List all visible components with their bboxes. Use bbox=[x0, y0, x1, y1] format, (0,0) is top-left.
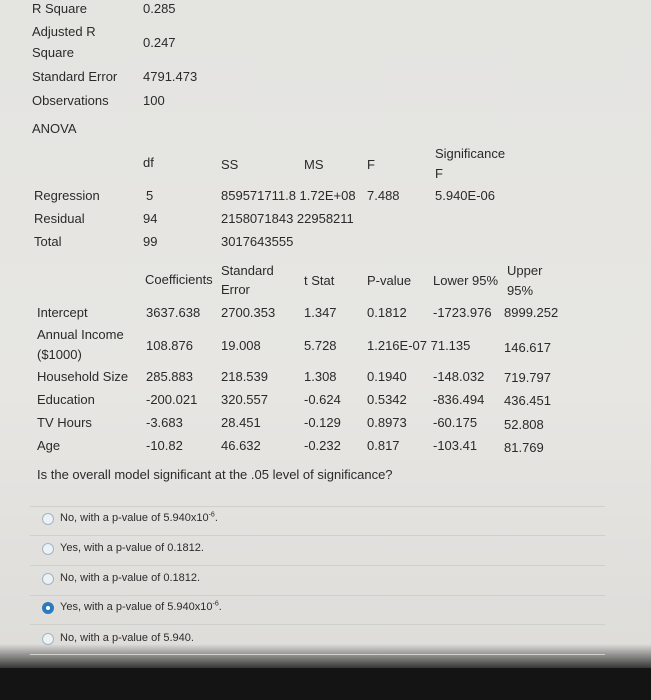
adj-r-value: 0.247 bbox=[143, 35, 176, 50]
coef-row-lower: -60.175 bbox=[433, 415, 478, 430]
anova-header-f: F bbox=[367, 157, 375, 172]
anova-header-ms: MS bbox=[304, 157, 324, 172]
coef-row-label: Household Size bbox=[37, 369, 129, 384]
coef-row-se: 46.632 bbox=[221, 438, 261, 453]
divider bbox=[30, 654, 605, 655]
coef-row-p: 0.8973 bbox=[367, 415, 407, 430]
coef-row-p: 0.1940 bbox=[367, 369, 407, 384]
anova-regression-f: 7.488 bbox=[367, 188, 400, 203]
anova-regression-ss-ms: 859571711.8 1.72E+08 bbox=[221, 188, 356, 203]
coef-header-error: Error bbox=[221, 282, 250, 297]
anova-regression-label: Regression bbox=[34, 188, 100, 203]
anova-residual-label: Residual bbox=[34, 211, 85, 226]
anova-regression-significance: 5.940E-06 bbox=[435, 188, 495, 203]
coef-header-t-stat: t Stat bbox=[304, 273, 335, 288]
observations-value: 100 bbox=[143, 93, 165, 108]
coef-row-lower: -148.032 bbox=[433, 369, 485, 384]
answer-option-label: No, with a p-value of 0.1812. bbox=[60, 572, 201, 584]
coef-row-t: 1.347 bbox=[304, 305, 337, 320]
coef-header-lower-95: Lower 95% bbox=[433, 273, 499, 288]
observations-label: Observations bbox=[32, 93, 109, 108]
question-text: Is the overall model significant at the .05 level of significance? bbox=[37, 467, 393, 482]
coef-row-lower: -1723.976 bbox=[433, 305, 492, 320]
anova-residual-df: 94 bbox=[143, 211, 158, 226]
anova-total-label: Total bbox=[34, 234, 62, 249]
divider bbox=[30, 565, 605, 566]
coef-row-se: 218.539 bbox=[221, 369, 268, 384]
anova-header-significance: Significance bbox=[435, 146, 506, 161]
divider bbox=[30, 624, 605, 625]
coef-row-p: 0.5342 bbox=[367, 392, 407, 407]
coef-row-t: -0.232 bbox=[304, 438, 341, 453]
divider bbox=[30, 506, 605, 507]
coef-row-se: 19.008 bbox=[221, 338, 261, 353]
anova-header-df: df bbox=[143, 155, 154, 170]
anova-regression-df: 5 bbox=[146, 188, 154, 203]
coef-row-upper: 52.808 bbox=[504, 417, 544, 432]
radio-button-selected[interactable] bbox=[42, 602, 54, 614]
coef-row-upper: 146.617 bbox=[504, 340, 551, 355]
coef-row-label: Education bbox=[37, 392, 95, 407]
coef-row-upper: 8999.252 bbox=[504, 305, 559, 320]
std-error-value: 4791.473 bbox=[143, 69, 198, 84]
divider bbox=[30, 535, 605, 536]
coef-header-coefficients: Coefficients bbox=[145, 272, 213, 287]
coef-row-coef: -3.683 bbox=[146, 415, 183, 430]
coef-row-t: -0.624 bbox=[304, 392, 341, 407]
anova-total-ss: 3017643555 bbox=[221, 234, 294, 249]
coef-row-coef: 108.876 bbox=[146, 338, 193, 353]
radio-button[interactable] bbox=[42, 543, 54, 555]
coef-row-p: 0.1812 bbox=[367, 305, 407, 320]
coef-row-lower: -103.41 bbox=[433, 438, 478, 453]
anova-residual-ss-ms: 2158071843 22958211 bbox=[221, 211, 354, 226]
coef-row-se: 320.557 bbox=[221, 392, 268, 407]
coef-row-p: 0.817 bbox=[367, 438, 400, 453]
anova-header-ss: SS bbox=[221, 157, 239, 172]
radio-button[interactable] bbox=[42, 633, 54, 645]
coef-row-coef: -200.021 bbox=[146, 392, 198, 407]
coef-header-upper: Upper bbox=[507, 263, 543, 278]
coef-row-se: 28.451 bbox=[221, 415, 261, 430]
answer-option-label: No, with a p-value of 5.940. bbox=[60, 632, 194, 644]
coef-row-t: 5.728 bbox=[304, 338, 337, 353]
screen-bezel bbox=[0, 668, 651, 700]
coef-row-upper: 81.769 bbox=[504, 440, 544, 455]
r-square-value: 0.285 bbox=[143, 1, 176, 16]
coef-row-lower: -836.494 bbox=[433, 392, 485, 407]
answer-option-label: Yes, with a p-value of 0.1812. bbox=[60, 542, 204, 554]
coef-row-upper: 436.451 bbox=[504, 393, 551, 408]
coef-header-upper-95: 95% bbox=[507, 283, 534, 298]
anova-header-significance-f: F bbox=[435, 166, 443, 181]
coef-row-label: TV Hours bbox=[37, 415, 92, 430]
answer-option-label: No, with a p-value of $5.940x10^{-6}$. bbox=[60, 511, 218, 524]
coef-row-coef: 3637.638 bbox=[146, 305, 201, 320]
coef-row-coef: -10.82 bbox=[146, 438, 183, 453]
coef-row-t: 1.308 bbox=[304, 369, 337, 384]
answer-option-label: Yes, with a p-value of $5.940x10^{-6}$. bbox=[60, 600, 222, 613]
std-error-label: Standard Error bbox=[32, 69, 118, 84]
coef-row-label-2: ($1000) bbox=[37, 347, 82, 362]
coef-row-label: Annual Income bbox=[37, 327, 124, 342]
adj-r-label: Adjusted R bbox=[32, 24, 96, 39]
radio-button[interactable] bbox=[42, 513, 54, 525]
coef-header-p-value: P-value bbox=[367, 273, 412, 288]
radio-button[interactable] bbox=[42, 573, 54, 585]
coef-row-p-lower: 1.216E-07 71.135 bbox=[367, 338, 471, 353]
coef-row-coef: 285.883 bbox=[146, 369, 193, 384]
anova-total-df: 99 bbox=[143, 234, 158, 249]
coef-row-t: -0.129 bbox=[304, 415, 341, 430]
coef-header-standard: Standard bbox=[221, 263, 274, 278]
adj-r-label-2: Square bbox=[32, 45, 74, 60]
coef-row-upper: 719.797 bbox=[504, 370, 551, 385]
coef-row-se: 2700.353 bbox=[221, 305, 276, 320]
coef-row-label: Age bbox=[37, 438, 61, 453]
r-square-label: R Square bbox=[32, 1, 87, 16]
anova-title: ANOVA bbox=[32, 121, 77, 136]
coef-row-label: Intercept bbox=[37, 305, 88, 320]
divider bbox=[30, 595, 605, 596]
